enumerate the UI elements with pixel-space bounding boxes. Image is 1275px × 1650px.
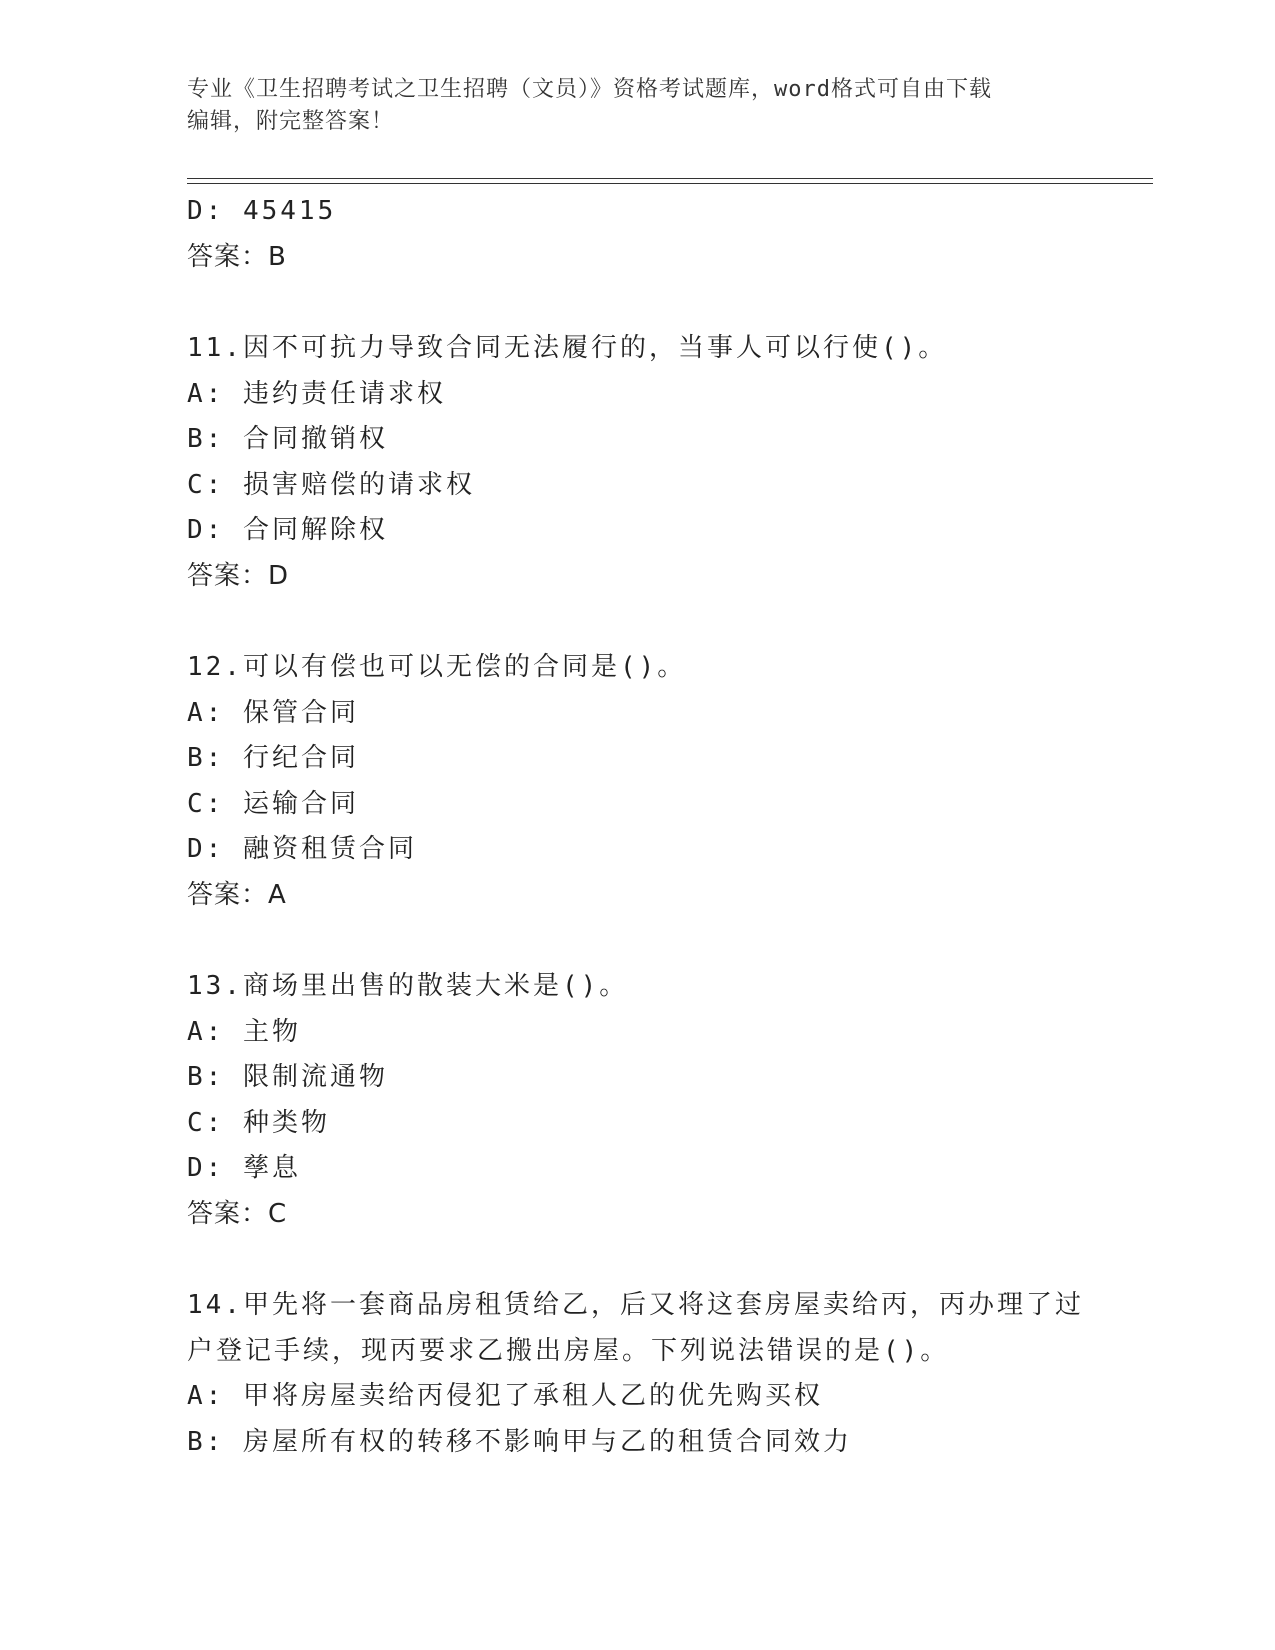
spacer <box>187 918 1153 964</box>
spacer <box>187 599 1153 645</box>
question-13 <box>187 964 1153 1237</box>
option-a: A: 保管合同 <box>187 697 359 728</box>
carryover-question <box>187 189 1153 280</box>
question-stem: 13.商场里出售的散装大米是()。 <box>187 971 629 1001</box>
answer-line: 答案：D <box>187 560 290 591</box>
option-b: B: 房屋所有权的转移不影响甲与乙的租赁合同效力 <box>187 1426 852 1457</box>
header-line-2: 编辑，附完整答案！ <box>187 109 395 134</box>
header-divider-top <box>187 178 1153 179</box>
answer-line: 答案：A <box>187 879 287 910</box>
option-b: B: 合同撤销权 <box>187 424 388 454</box>
header-line-1: 专业《卫生招聘考试之卫生招聘（文员）》资格考试题库，word格式可自由下载 <box>187 77 992 102</box>
option-d: D: 融资租赁合同 <box>187 834 417 864</box>
question-stem-line-1: 14.甲先将一套商品房租赁给乙，后又将这套房屋卖给丙，丙办理了过 <box>187 1290 1084 1320</box>
question-11 <box>187 326 1153 599</box>
option-b: B: 限制流通物 <box>187 1062 388 1092</box>
option-a: A: 违约责任请求权 <box>187 378 446 409</box>
option-c: C: 种类物 <box>187 1107 330 1138</box>
question-14 <box>187 1283 1153 1465</box>
question-12 <box>187 645 1153 918</box>
option-a: A: 甲将房屋卖给丙侵犯了承租人乙的优先购买权 <box>187 1381 823 1411</box>
option-d: D: 合同解除权 <box>187 515 388 545</box>
option-d: D: 45415 <box>187 196 337 226</box>
option-a: A: 主物 <box>187 1016 301 1047</box>
answer-line: 答案：B <box>187 241 287 272</box>
spacer <box>187 280 1153 326</box>
option-c: C: 运输合同 <box>187 788 359 819</box>
page-header <box>187 74 1087 138</box>
option-c: C: 损害赔偿的请求权 <box>187 469 475 500</box>
question-stem: 12.可以有偿也可以无偿的合同是()。 <box>187 652 687 682</box>
question-stem: 11.因不可抗力导致合同无法履行的，当事人可以行使()。 <box>187 333 948 363</box>
header-divider-bottom <box>187 183 1153 184</box>
option-d: D: 孳息 <box>187 1153 301 1183</box>
spacer <box>187 1237 1153 1283</box>
question-stem-line-2: 户登记手续，现丙要求乙搬出房屋。下列说法错误的是()。 <box>187 1335 950 1366</box>
question-list <box>187 189 1153 1465</box>
option-b: B: 行纪合同 <box>187 743 359 773</box>
answer-line: 答案：C <box>187 1198 288 1229</box>
